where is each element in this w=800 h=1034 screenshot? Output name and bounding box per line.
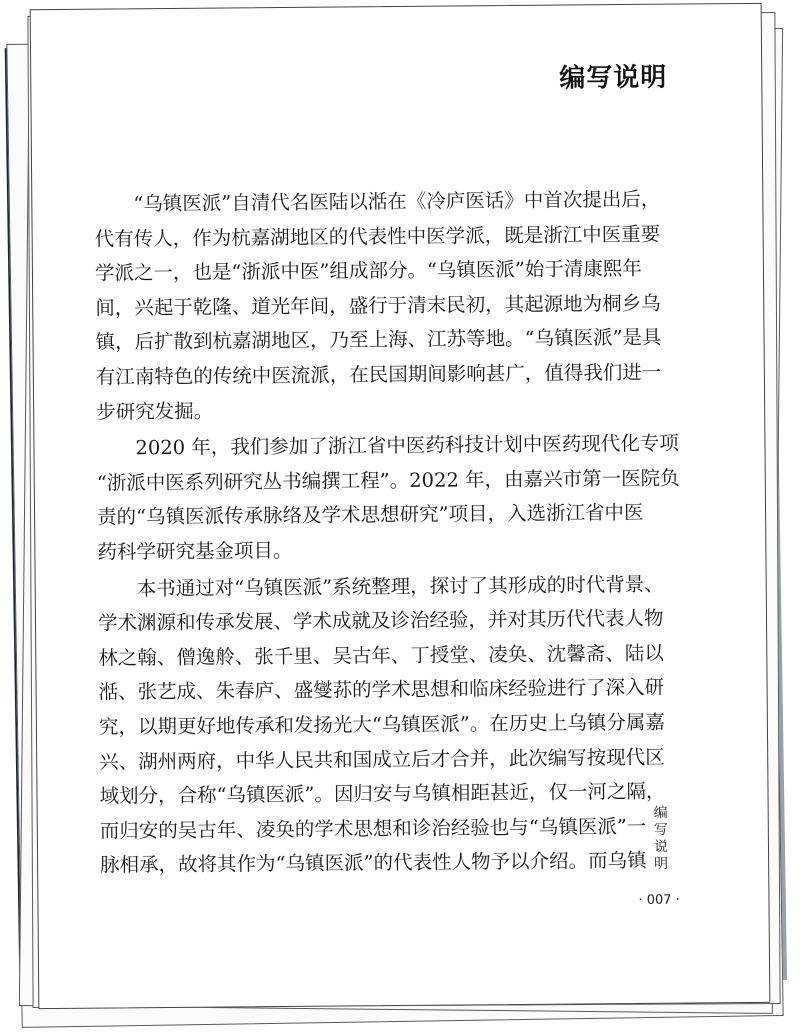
text-line: 药科学研究基金项目。 [97, 538, 293, 564]
text-line: 镇，后扩散到杭嘉湖地区，乃至上海、江苏等地。“乌镇医派”是具 [95, 326, 662, 355]
text-line: 脉相承，故将其作为“乌镇医派”的代表性人物予以介绍。而乌镇 [100, 849, 647, 877]
book-page [30, 3, 771, 1009]
text-line: 兴、湖州两府，中华人民共和国成立后才合并，此次编写按现代区 [99, 745, 665, 774]
text-line: 究，以期更好地传承和发扬光大“乌镇医派”。在历史上乌镇分属嘉 [98, 710, 665, 739]
text-line: 学派之一，也是“浙派中医”组成部分。“乌镇医派”始于清康熙年 [94, 257, 642, 285]
text-line: 2020 年，我们参加了浙江省中医药科技计划中医药现代化专项 [135, 431, 679, 460]
text-line: 有江南特色的传统中医流派，在民国期间影响甚广，值得我们进一 [95, 360, 662, 389]
text-line: 代有传人，作为杭嘉湖地区的代表性中医学派，既是浙江中医重要 [94, 222, 661, 251]
paragraph-1 [94, 183, 662, 430]
text-line: 步研究发掘。 [96, 399, 214, 424]
section-side-label: 编写说明 [651, 804, 669, 873]
text-line: 林之翰、僧逸舲、张千里、吴古年、丁授堂、凌奂、沈馨斋、陆以 [98, 641, 664, 670]
text-line: 责的“乌镇医派传承脉络及学术思想研究”项目，入选浙江省中医 [96, 501, 644, 529]
page-number: · 007 · [638, 892, 680, 908]
text-line: 本书通过对“乌镇医派”系统整理，探讨了其形成的时代背景、 [136, 572, 664, 600]
text-line: 湉、张艺成、朱春庐、盛燮荪的学术思想和临床经验进行了深入研 [98, 676, 665, 704]
text-line: 而归安的吴古年、凌奂的学术思想和诊治经验也与“乌镇医派”一 [99, 814, 647, 843]
page-title: 编写说明 [559, 62, 668, 94]
text-line: 间，兴起于乾隆、道光年间，盛行于清末民初，其起源地为桐乡乌 [95, 291, 661, 320]
text-line: 学术渊源和传承发展、学术成就及诊治经验，并对其历代代表人物 [97, 606, 664, 635]
text-line: “乌镇医派”自清代名医陆以湉在《冷庐医话》中首次提出后， [133, 187, 661, 216]
text-line: “浙派中医系列研究丛书编撰工程”。2022 年，由嘉兴市第一医院负 [96, 466, 680, 495]
paragraph-2 [96, 427, 680, 570]
text-line: 域划分，合称“乌镇医派”。因归安与乌镇相距甚近，仅一河之隔， [99, 779, 666, 808]
